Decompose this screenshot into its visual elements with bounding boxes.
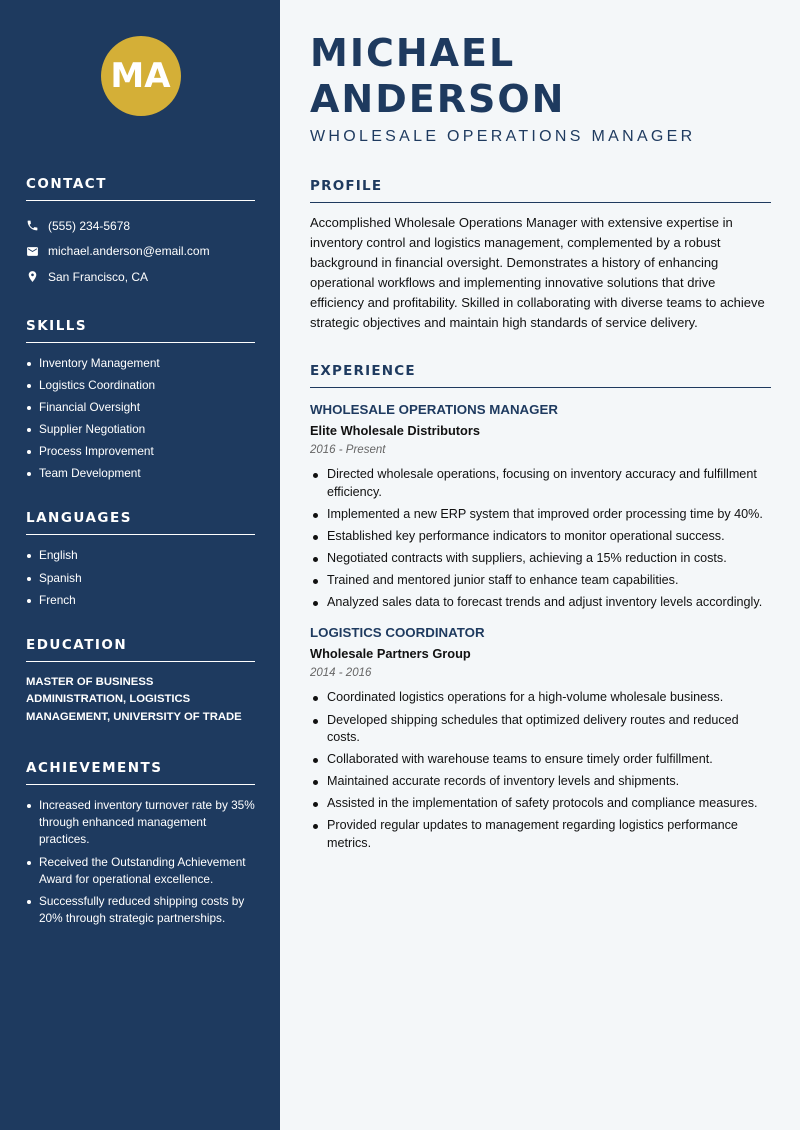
achievement-item: Successfully reduced shipping costs by 20% through strategic partnerships.	[26, 893, 255, 927]
education-heading: EDUCATION	[26, 637, 255, 662]
contact-section	[26, 176, 255, 290]
languages-heading: LANGUAGES	[26, 510, 255, 535]
job-bullet: Established key performance indicators to monitor operational success.	[310, 528, 771, 546]
job-company: Wholesale Partners Group	[310, 646, 471, 662]
achievements-list	[26, 797, 255, 926]
contact-phone	[26, 213, 255, 239]
profile-heading: PROFILE	[310, 178, 771, 203]
job-company: Elite Wholesale Distributors	[310, 423, 480, 438]
job-bullet: Trained and mentored junior staff to enhance team capabilities.	[310, 572, 771, 590]
job-bullet: Coordinated logistics operations for a high-volume wholesale business.	[310, 689, 771, 707]
languages-section	[26, 510, 255, 608]
achievements-heading: ACHIEVEMENTS	[26, 760, 255, 785]
job-bullet: Collaborated with warehouse teams to ensure timely order fulfillment.	[310, 751, 771, 769]
job-title: LOGISTICS COORDINATOR	[310, 625, 485, 641]
job-bullet: Developed shipping schedules that optimized delivery routes and reduced costs.	[310, 712, 771, 747]
job-bullet: Assisted in the implementation of safety protocols and compliance measures.	[310, 795, 771, 813]
email-text: michael.anderson@email.com	[48, 244, 210, 259]
job-bullets	[310, 689, 771, 852]
education-degree: MASTER OF BUSINESS ADMINISTRATION, LOGISTICS MANAGEMENT, UNIVERSITY OF TRADE	[26, 675, 242, 723]
skill-item: Process Improvement	[26, 443, 255, 460]
sidebar	[0, 0, 280, 1130]
job-bullet: Negotiated contracts with suppliers, achieving a 15% reduction in costs.	[310, 550, 771, 568]
language-item: English	[26, 547, 255, 564]
job-bullet: Provided regular updates to management regarding logistics performance metrics.	[310, 817, 771, 852]
skill-item: Inventory Management	[26, 355, 255, 372]
contact-email	[26, 239, 255, 265]
phone-text: (555) 234-5678	[48, 218, 131, 233]
mail-icon	[26, 245, 39, 258]
skills-heading: SKILLS	[26, 318, 255, 343]
achievement-item: Increased inventory turnover rate by 35% through enhanced management practices.	[26, 797, 255, 848]
job-bullets	[310, 466, 771, 611]
profile-text: Accomplished Wholesale Operations Manager with extensive expertise in inventory control and logistics management, complemented by a robust background in financial oversight. Demonstrates a history of enhancing operational workflows and implementing innovative solutions that drive efficiency and profitability. Skilled in collaborating with diverse teams to achieve strategic objectives and maintain high standards of service delivery.	[310, 215, 765, 330]
job-bullet: Implemented a new ERP system that improved order processing time by 40%.	[310, 506, 771, 524]
achievement-item: Received the Outstanding Achievement Award for operational excellence.	[26, 854, 255, 888]
contact-heading: CONTACT	[26, 176, 255, 201]
location-pin-icon	[26, 270, 39, 283]
education-section	[26, 637, 255, 727]
location-text: San Francisco, CA	[48, 269, 149, 284]
job-dates: 2016 - Present	[310, 444, 386, 456]
job-bullet: Maintained accurate records of inventory levels and shipments.	[310, 773, 771, 791]
experience-heading: EXPERIENCE	[310, 363, 771, 388]
languages-list	[26, 547, 255, 608]
skill-item: Supplier Negotiation	[26, 421, 255, 438]
job-title: WHOLESALE OPERATIONS MANAGER	[310, 402, 558, 417]
language-item: Spanish	[26, 570, 255, 587]
phone-icon	[26, 219, 39, 232]
job-entry	[310, 402, 771, 611]
candidate-role: WHOLESALE OPERATIONS MANAGER	[310, 128, 696, 145]
main-content	[280, 0, 800, 1130]
candidate-name: MICHAEL ANDERSON	[310, 31, 566, 121]
skills-section	[26, 318, 255, 483]
skill-item: Team Development	[26, 465, 255, 482]
contact-location	[26, 264, 255, 290]
skills-list	[26, 355, 255, 483]
language-item: French	[26, 592, 255, 609]
achievements-section	[26, 760, 255, 926]
job-dates: 2014 - 2016	[310, 667, 372, 680]
job-bullet: Analyzed sales data to forecast trends and adjust inventory levels accordingly.	[310, 594, 771, 612]
skill-item: Logistics Coordination	[26, 377, 255, 394]
job-bullet: Directed wholesale operations, focusing on inventory accuracy and fulfillment efficiency.	[310, 466, 771, 501]
job-entry	[310, 625, 771, 852]
skill-item: Financial Oversight	[26, 399, 255, 416]
avatar: MA	[101, 36, 181, 116]
